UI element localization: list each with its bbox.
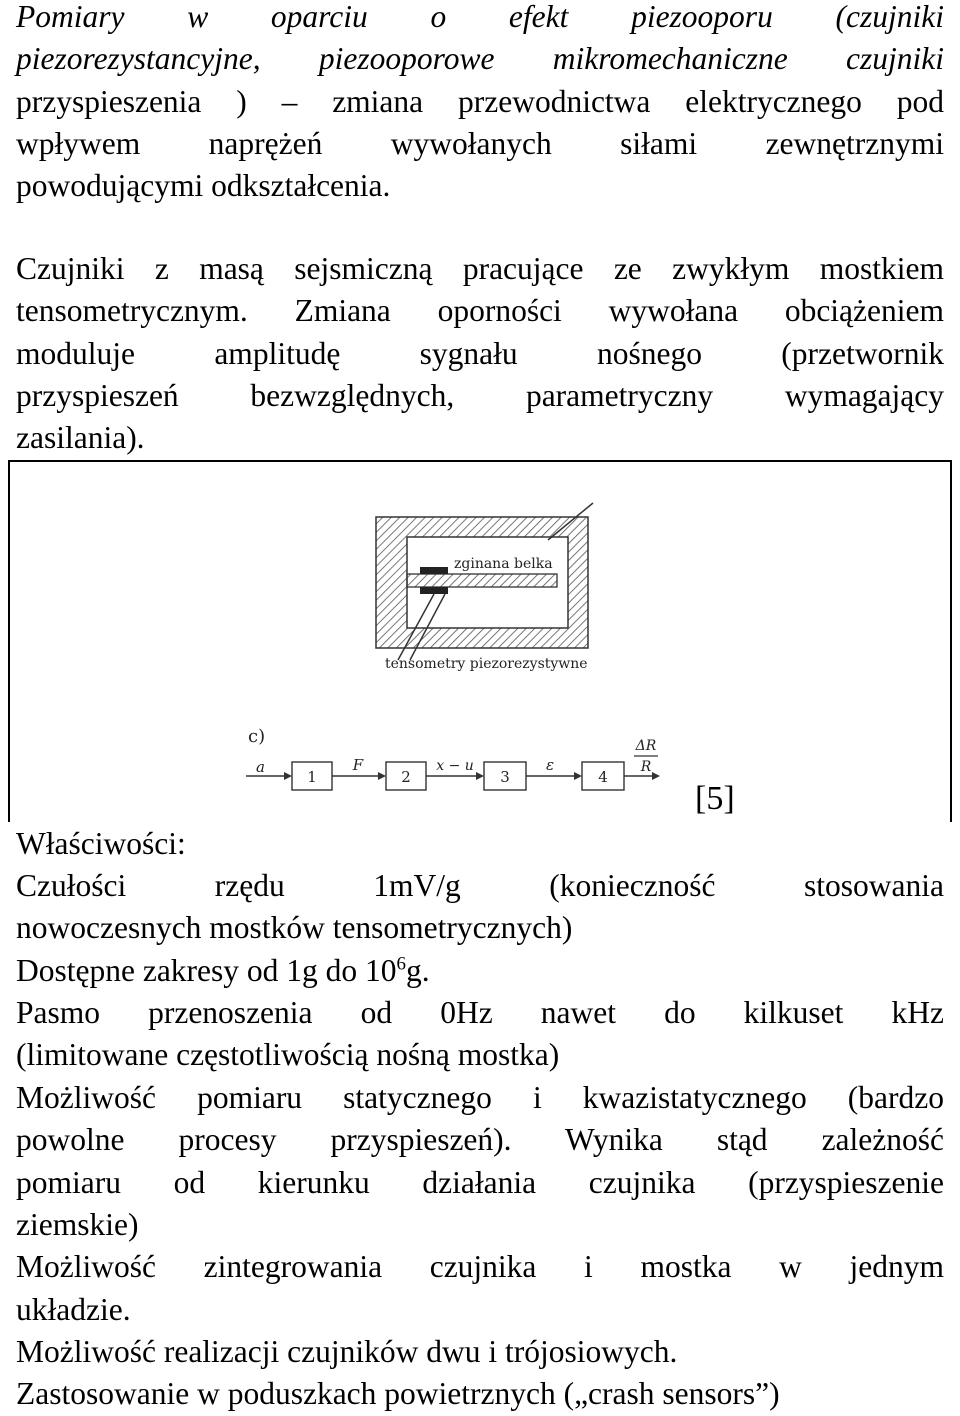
bending-beam <box>407 574 557 587</box>
bandwidth-line: (limitowane częstotliwością nośną mostka) <box>16 1037 560 1072</box>
reference-label: [5] <box>695 780 735 817</box>
signal-label: x − u <box>436 758 474 774</box>
intro-line: przyspieszenia ) – zmiana przewodnictwa elektrycznego pod <box>16 83 944 119</box>
integration-line: Możliwość zintegrowania czujnika i mostka w jednym <box>16 1249 944 1284</box>
block-label: 4 <box>598 768 608 786</box>
gauges-label: tensometry piezorezystywne <box>385 656 588 672</box>
strain-gauge-top <box>420 567 448 574</box>
multiaxis-line: Możliwość realizacji czujników dwu i trójosiowych. <box>16 1334 678 1369</box>
block-label: 2 <box>401 768 411 786</box>
static-measurement-line: Możliwość pomiaru statycznego i kwazistatycznego (bardzo <box>16 1080 944 1115</box>
paragraph-line: zasilania). <box>16 420 145 456</box>
strain-gauge-bottom <box>420 587 448 594</box>
paragraph-line: przyspieszeń bezwzględnych, parametryczny wymagający <box>16 377 944 413</box>
integration-line: układzie. <box>16 1292 131 1327</box>
output-numerator: ΔR <box>635 738 657 754</box>
range-exponent: 6 <box>396 953 406 975</box>
arrowhead <box>652 772 660 780</box>
panel-label: c) <box>248 726 266 747</box>
arrowhead <box>284 772 292 780</box>
arrowhead <box>378 772 386 780</box>
block-label: 1 <box>307 768 317 786</box>
paragraph-line: Czujniki z masą sejsmiczną pracujące ze zwykłym mostkiem <box>16 251 944 286</box>
static-measurement-line: pomiaru od kierunku działania czujnika (przyspieszenie <box>16 1165 944 1200</box>
input-label: a <box>256 758 265 776</box>
output-denominator: R <box>640 759 652 775</box>
sensitivity-line: Czułości rzędu 1mV/g (konieczność stosowania <box>16 868 944 903</box>
arrowhead <box>574 772 582 780</box>
signal-label: ε <box>545 756 555 774</box>
signal-label: F <box>352 756 364 774</box>
intro-line: powodującymi odkształcenia. <box>16 168 391 204</box>
intro-line: wpływem naprężeń wywołanych siłami zewnętrznymi <box>16 125 944 161</box>
static-measurement-line: ziemskie) <box>16 1207 139 1242</box>
properties-heading: Właściwości: <box>16 826 186 861</box>
arrowhead <box>476 772 484 780</box>
paragraph-line: tensometrycznym. Zmiana oporności wywołana obciążeniem <box>16 293 944 329</box>
beam-label: zginana belka <box>454 556 553 572</box>
intro-line: piezorezystancyjne, piezooporowe mikromechaniczne czujniki <box>16 41 944 77</box>
range-unit: g. <box>406 953 430 988</box>
range-text: Dostępne zakresy od 1g do 10 <box>16 953 397 988</box>
sensitivity-line: nowoczesnych mostków tensometrycznych) <box>16 910 573 945</box>
paragraph-line: moduluje amplitudę sygnału nośnego (przetwornik <box>16 335 944 371</box>
bandwidth-line: Pasmo przenoszenia od 0Hz nawet do kilkuset kHz <box>16 995 944 1030</box>
range-line <box>16 950 430 992</box>
block-label: 3 <box>500 768 510 786</box>
static-measurement-line: powolne procesy przyspieszeń). Wynika stąd zależność <box>16 1122 944 1157</box>
airbag-line: Zastosowanie w poduszkach powietrznych („crash sensors”) <box>16 1376 780 1411</box>
intro-line: Pomiary w oparciu o efekt piezooporu (czujniki <box>16 0 944 34</box>
